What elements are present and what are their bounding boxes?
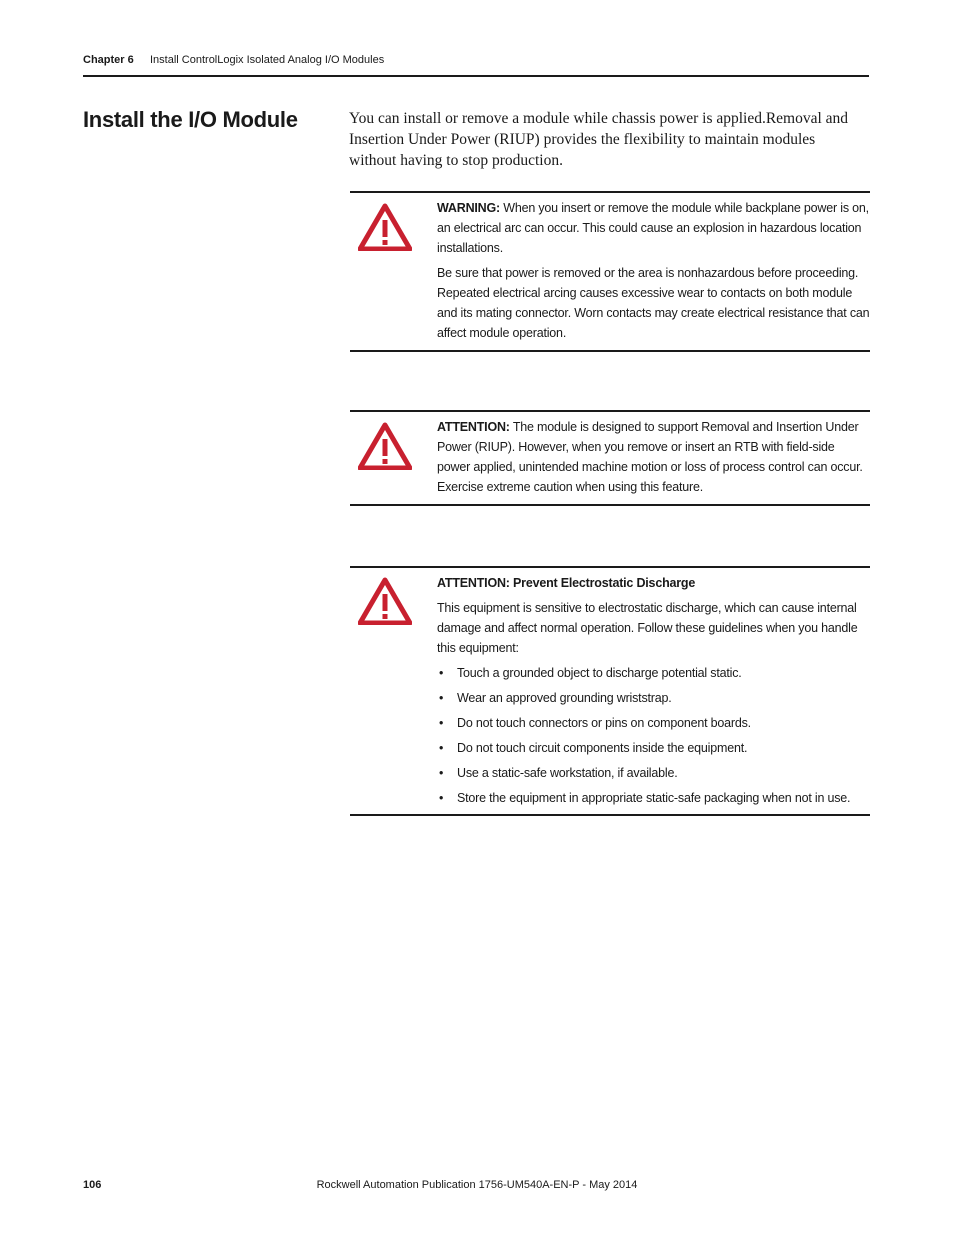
chapter-title: Install ControlLogix Isolated Analog I/O Modules xyxy=(150,54,385,66)
list-item: • Store the equipment in appropriate static-safe packaging when not in use. xyxy=(437,788,870,808)
list-item: • Do not touch circuit components inside the equipment. xyxy=(437,738,870,758)
attention-riup-text: ATTENTION: The module is designed to support Removal and Insertion Under Power (RIUP). However, when you remove or insert an RTB with field-side power applied, unintended machine motion or loss of process control can occur. Exercise extreme caution when using this feature. xyxy=(437,420,863,494)
warning-text: WARNING: When you insert or remove the module while backplane power is on, an electrical arc can occur. This could cause an explosion in hazardous location installations. xyxy=(437,201,869,255)
esd-guidelines-list xyxy=(437,663,870,808)
attention-riup-notice xyxy=(350,410,870,506)
attention-esd-intro: This equipment is sensitive to electrostatic discharge, which can cause internal damage and affect normal operation. Follow these guidelines when you handle this equipment: xyxy=(437,601,858,655)
list-item: • Touch a grounded object to discharge potential static. xyxy=(437,663,870,683)
list-item: • Do not touch connectors or pins on component boards. xyxy=(437,713,870,733)
warning-triangle-icon xyxy=(358,422,412,470)
attention-esd-notice xyxy=(350,566,870,816)
attention-esd-title: ATTENTION: Prevent Electrostatic Discharge xyxy=(437,576,696,590)
list-item: • Wear an approved grounding wriststrap. xyxy=(437,688,870,708)
chapter-label: Chapter 6 xyxy=(83,54,134,66)
warning-triangle-icon xyxy=(358,577,412,625)
warning-label: WARNING: xyxy=(437,201,500,215)
intro-paragraph: You can install or remove a module while chassis power is applied.Removal and Insertion Under Power (RIUP) provides the flexibility to maintain modules without having to stop production. xyxy=(349,110,849,169)
page-number: 106 xyxy=(83,1179,102,1191)
warning-triangle-icon xyxy=(358,203,412,251)
list-item: • Use a static-safe workstation, if available. xyxy=(437,763,870,783)
publication-footer: Rockwell Automation Publication 1756-UM540A-EN-P - May 2014 xyxy=(316,1179,638,1191)
warning-notice xyxy=(350,191,870,352)
warning-text-2: Be sure that power is removed or the area is nonhazardous before proceeding. Repeated electrical arcing causes excessive wear to contacts on both module and its mating connector. Worn contacts may create electrical resistance that can affect module operation. xyxy=(437,266,870,340)
header-rule xyxy=(83,75,869,77)
section-title: Install the I/O Module xyxy=(83,107,298,132)
attention-label: ATTENTION: xyxy=(437,420,510,434)
running-header xyxy=(83,53,869,67)
